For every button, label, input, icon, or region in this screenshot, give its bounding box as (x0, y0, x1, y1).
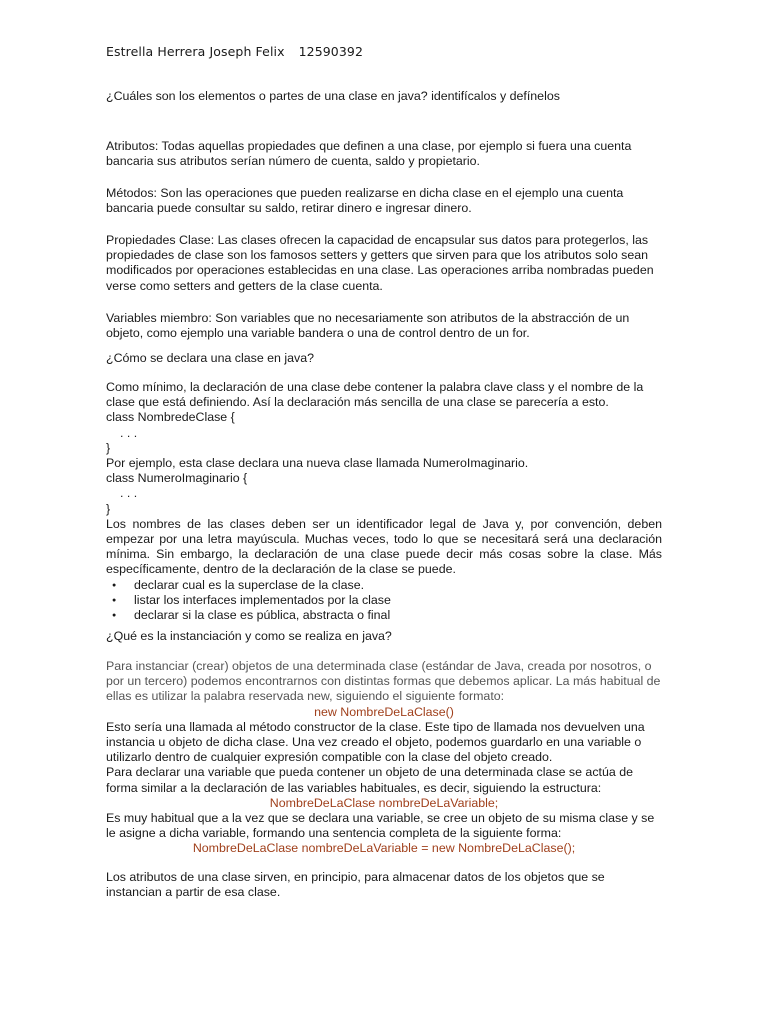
question-instantiation-heading: ¿Qué es la instanciación y como se realiza en java? (106, 629, 392, 643)
class-declaration-options-list (106, 578, 662, 624)
attributes-paragraph: Atributos: Todas aquellas propiedades que definen a una clase, por ejemplo si fuera una cuenta bancaria sus atributos serían número de cuenta, saldo y propietario. (106, 139, 632, 169)
code-full-statement: NombreDeLaClase nombreDeLaVariable = new NombreDeLaClase(); (192, 841, 576, 856)
properties-paragraph: Propiedades Clase: Las clases ofrecen la capacidad de encapsular sus datos para protegerlos, las propiedades de clase son los famosos setters y getters que sirven para que los atributos solo sean modificados por operaciones establecidas en una clase. Las operaciones arriba nombradas pueden verse como setters and getters de la clase cuenta. (106, 233, 654, 293)
declare-section (106, 380, 662, 623)
assignment-paragraph: Es muy habitual que a la vez que se declara una variable, se cree un objeto de su misma clase y se le asigne a dicha variable, formando una sentencia completa de la siguiente forma: (106, 811, 655, 841)
code-class-close: } (106, 440, 111, 455)
constructor-paragraph: Esto sería una llamada al método constructor de la clase. Este tipo de llamada nos devuelven una instancia u objeto de dicha clase. Una vez creado el objeto, podemos guardarlo en una variable o utilizarlo dentro de cualquier expresión compatible con la clase del objeto creado. (106, 719, 645, 765)
instantiation-section (106, 659, 662, 857)
example-paragraph: Por ejemplo, esta clase declara una nueva clase llamada NumeroImaginario. (106, 456, 529, 471)
code-class-body: . . . (120, 425, 138, 440)
code-class2-body: . . . (120, 486, 138, 501)
list-item: ● declarar si la clase es pública, abstracta o final (106, 608, 662, 623)
declare-intro-paragraph: Como mínimo, la declaración de una clase debe contener la palabra clave class y el nombre de la clase que está definiendo. Así la declaración más sencilla de una clase se parecería a esto. (106, 380, 644, 410)
code-new-instance: new NombreDeLaClase() (314, 704, 454, 719)
methods-paragraph: Métodos: Son las operaciones que pueden realizarse en dicha clase en el ejemplo una cuenta bancaria puede consultar su saldo, retirar dinero e ingresar dinero. (106, 186, 624, 216)
member-variables-paragraph: Variables miembro: Son variables que no necesariamente son atributos de la abstracción de un objeto, como ejemplo una variable bandera o una de control dentro de un for. (106, 311, 630, 341)
variable-declaration-paragraph: Para declarar una variable que pueda contener un objeto de una determinada clase se actúa de forma similar a la declaración de las variables habituales, es decir, siguiendo la estructura: (106, 765, 633, 795)
question-declare-heading: ¿Cómo se declara una clase en java? (106, 351, 315, 365)
instantiation-intro-paragraph: Para instanciar (crear) objetos de una determinada clase (estándar de Java, creada por nosotros, o por un tercero) podemos encontrarnos con distintas formas que debemos aplicar. La más habitual de ellas es utilizar la palabra reservada new, siguiendo el siguiente formato: (106, 659, 661, 704)
code-variable-declaration: NombreDeLaClase nombreDeLaVariable; (269, 795, 499, 810)
code-class2-close: } (106, 501, 111, 516)
list-item: ● listar los interfaces implementados por la clase (106, 593, 662, 608)
student-id: 12590392 (298, 44, 364, 59)
code-class-open: class NombredeClase { (106, 410, 235, 425)
question-elements-heading: ¿Cuáles son los elementos o partes de una clase en java? identifícalos y defínelos (106, 89, 560, 103)
author-name: Estrella Herrera Joseph Felix (106, 44, 285, 59)
closing-paragraph: Los atributos de una clase sirven, en principio, para almacenar datos de los objetos que se instancian a partir de esa clase. (106, 870, 605, 900)
author-header (106, 44, 363, 59)
code-class2-open: class NumeroImaginario { (106, 471, 248, 486)
list-item: ● declarar cual es la superclase de la clase. (106, 578, 662, 593)
class-naming-paragraph: Los nombres de las clases deben ser un identificador legal de Java y, por convención, deben empezar por una letra mayúscula. Muchas veces, todo lo que se necesitará será una declaración mínima. Sin embargo, la declaración de una clase puede decir más cosas sobre la clase. Más específicamente, dentro de la declaración de la clase se puede. (106, 516, 662, 577)
